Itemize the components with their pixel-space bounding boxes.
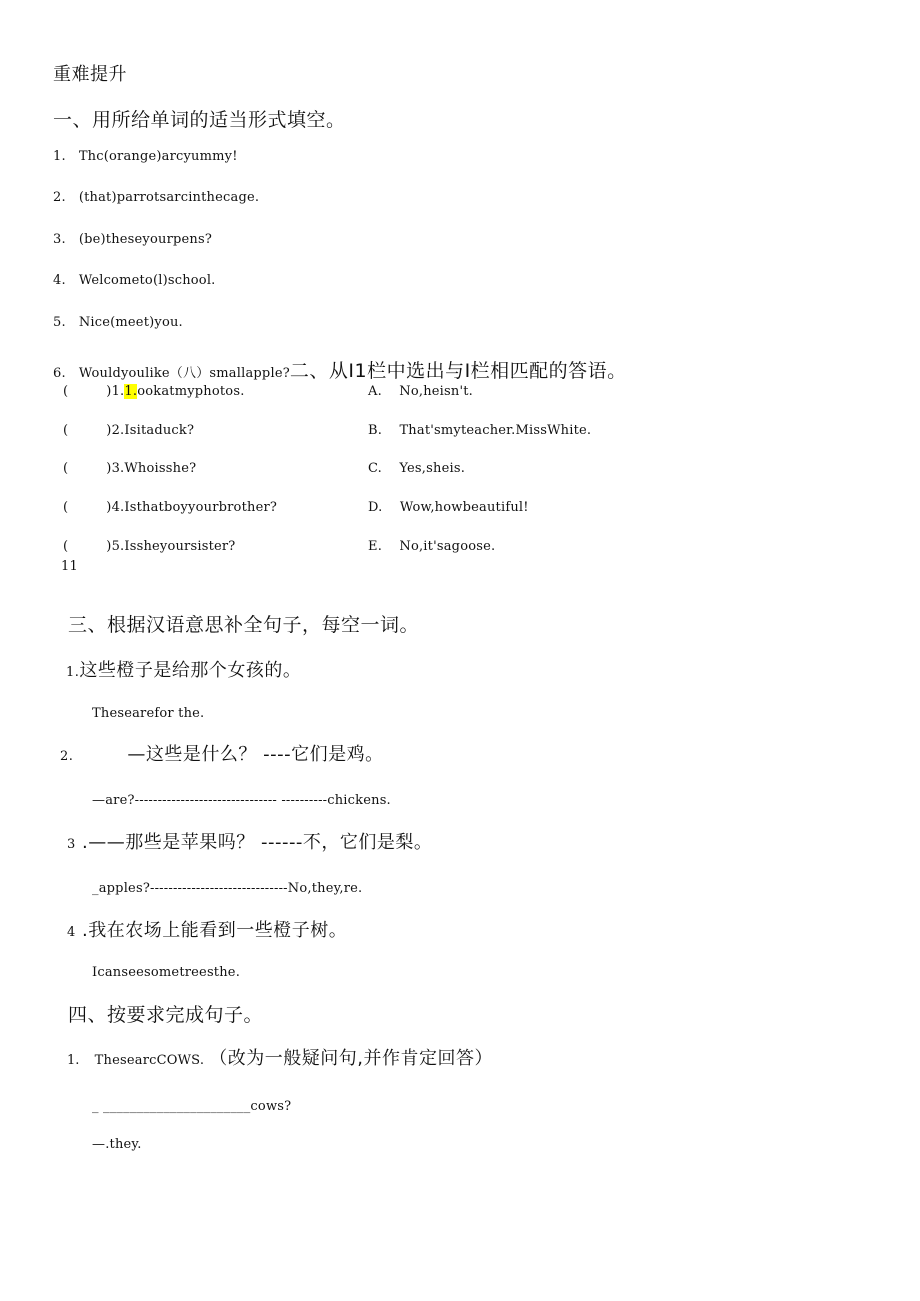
item-number: 1. xyxy=(66,665,80,680)
translate-answer-3: _apples?------------------------------No,they,re. xyxy=(92,881,363,896)
item-chinese: .我在农场上能看到一些橙子树。 xyxy=(82,920,348,941)
translate-answer-1: Thesearefor the. xyxy=(92,706,205,721)
highlighted-text: 1. xyxy=(124,384,138,399)
question-number: 5. xyxy=(111,539,125,554)
answer-letter: A. xyxy=(368,384,382,399)
page-footnote: 11 xyxy=(61,559,78,574)
question-number: 4. xyxy=(111,500,125,515)
match-question-2 xyxy=(63,423,194,438)
section3-heading: 三、根据汉语意思补全句子，每空一词。 xyxy=(68,614,420,636)
fill-item-2 xyxy=(53,190,259,205)
question-text: Isitaduck? xyxy=(124,423,195,438)
answer-text: No,heisn't. xyxy=(399,384,473,399)
rewrite-answer-line-2: —.they. xyxy=(92,1137,142,1152)
item-number: 3 xyxy=(67,837,76,852)
answer-blank-open: ( xyxy=(63,423,69,438)
answer-blank-close: ) xyxy=(106,539,112,554)
match-answer-a xyxy=(368,384,473,399)
answer-letter: B. xyxy=(368,423,383,438)
item-number: 4. xyxy=(53,273,66,288)
item-number: 4 xyxy=(67,925,76,940)
item-number: 5. xyxy=(53,315,66,330)
section4-heading: 四、按要求完成句子。 xyxy=(68,1004,264,1026)
answer-blank-open: ( xyxy=(63,461,69,476)
item-instruction: （改为一般疑问句,并作肯定回答） xyxy=(209,1048,493,1069)
item-text: Wouldyoulike（八）smallapple? xyxy=(78,366,290,381)
item-number: 2. xyxy=(53,190,66,205)
item-number: 2. xyxy=(60,749,74,764)
match-answer-e xyxy=(368,539,495,554)
question-number: 2. xyxy=(111,423,125,438)
page-title: 重难提升 xyxy=(53,64,127,85)
translate-item-3 xyxy=(67,828,432,854)
item-text: Thc(orange)arcyummy! xyxy=(78,149,238,164)
answer-blank-open: ( xyxy=(63,384,69,399)
question-number: 3. xyxy=(111,461,125,476)
match-answer-d xyxy=(368,500,529,515)
translate-item-1 xyxy=(66,656,301,682)
answer-text: Wow,howbeautiful! xyxy=(399,500,529,515)
item-text: Welcometo(l)school. xyxy=(78,273,216,288)
match-answer-c xyxy=(368,461,465,476)
answer-letter: D. xyxy=(368,500,383,515)
answer-letter: C. xyxy=(368,461,383,476)
section2-heading: 二、从I1栏中选出与I栏相匹配的答语。 xyxy=(289,360,627,382)
question-text: ookatmyphotos. xyxy=(137,384,245,399)
rewrite-item-1 xyxy=(67,1044,493,1070)
answer-text: No,it'sagoose. xyxy=(399,539,496,554)
answer-blank-close: ) xyxy=(106,423,112,438)
match-question-3 xyxy=(63,461,196,476)
fill-item-4 xyxy=(53,273,216,288)
match-question-5 xyxy=(63,539,235,554)
fill-item-3 xyxy=(53,232,212,247)
item-text: (that)parrotsarcinthecage. xyxy=(78,190,260,205)
item-chinese: —这些是什么？ ----它们是鸡。 xyxy=(127,744,384,765)
answer-blank-open: ( xyxy=(63,539,69,554)
question-text: Issheyoursister? xyxy=(124,539,236,554)
fill-item-1 xyxy=(53,149,238,164)
item-sentence: ThesearcCOWS. xyxy=(94,1053,205,1068)
answer-blank-close: ) xyxy=(106,461,112,476)
item-text: Nice(meet)you. xyxy=(78,315,183,330)
translate-answer-4: Icanseesometreesthe. xyxy=(92,965,241,980)
item-chinese: .——那些是苹果吗？ ------不，它们是梨。 xyxy=(82,832,433,853)
item-number: 1. xyxy=(53,149,66,164)
section1-heading: 一、用所给单词的适当形式填空。 xyxy=(53,109,346,131)
fill-item-5 xyxy=(53,315,183,330)
answer-blank-open: ( xyxy=(63,500,69,515)
item-text: (be)theseyourpens? xyxy=(78,232,213,247)
translate-item-4 xyxy=(67,916,347,942)
match-question-1 xyxy=(63,384,245,399)
item-number: 1. xyxy=(67,1053,80,1068)
question-text: Isthatboyyourbrother? xyxy=(124,500,278,515)
match-question-4 xyxy=(63,500,277,515)
item-chinese: 这些橙子是给那个女孩的。 xyxy=(79,660,302,681)
translate-answer-2: —are?------------------------------- ----------chickens. xyxy=(92,793,391,808)
item-number: 3. xyxy=(53,232,66,247)
answer-letter: E. xyxy=(368,539,383,554)
answer-text: Yes,sheis. xyxy=(399,461,466,476)
answer-blank-close: ) xyxy=(106,384,112,399)
question-number: 1. xyxy=(111,384,125,399)
question-text: Whoisshe? xyxy=(124,461,197,476)
answer-text: That'smyteacher.MissWhite. xyxy=(399,423,592,438)
rewrite-answer-line-1: _ ______________________cows? xyxy=(92,1099,292,1114)
fill-item-6 xyxy=(53,356,627,383)
translate-item-2 xyxy=(60,740,384,766)
answer-blank-close: ) xyxy=(106,500,112,515)
item-number: 6. xyxy=(53,366,66,381)
match-answer-b xyxy=(368,423,591,438)
